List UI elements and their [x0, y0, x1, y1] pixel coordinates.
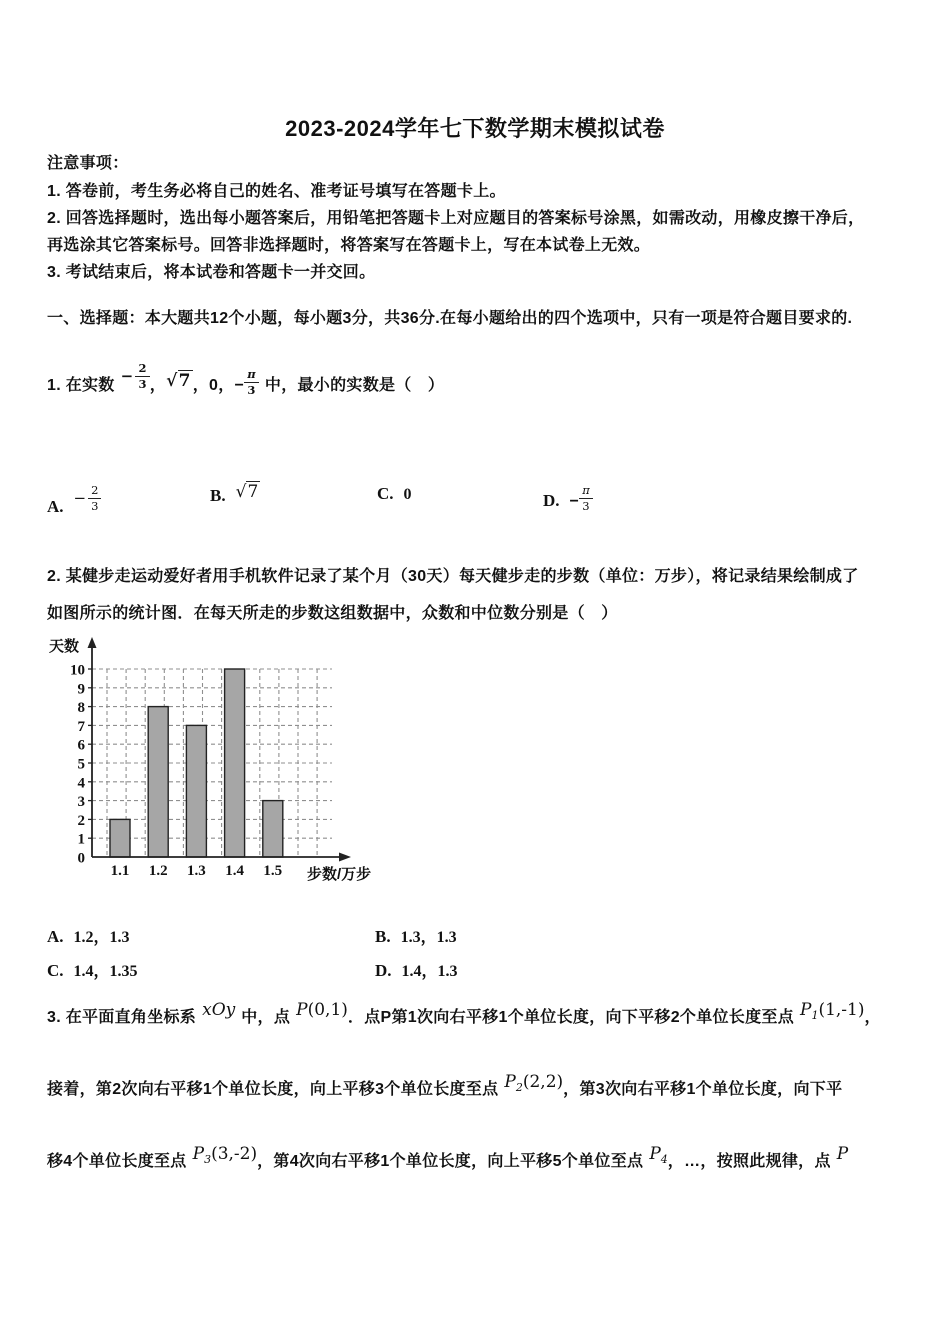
svg-text:7: 7	[77, 718, 85, 735]
svg-text:1.2: 1.2	[148, 863, 168, 879]
section-1-heading: 一、选择题：本大题共12个小题，每小题3分，共36分.在每小题给出的四个选项中，只有一项是符合题目要求的.	[47, 310, 853, 327]
question-2-option-b: B. 1.3，1.3	[375, 927, 457, 946]
question-1-text-2: ，0，−	[192, 377, 245, 395]
question-1-options	[0, 482, 950, 517]
svg-text:0: 0	[77, 850, 85, 867]
question-2-line-1: 2. 某健步走运动爱好者用手机软件记录了某个月（30天）每天健步走的步数（单位：万步），将记录结果绘制成了	[47, 568, 859, 585]
math-sqrt-seven: √7	[235, 482, 259, 502]
svg-text:1.5: 1.5	[263, 863, 283, 879]
notice-item-2-line-1: 2. 回答选择题时，选出每小题答案后，用铅笔把答题卡上对应题目的答案标号涂黑，如需改动，用橡皮擦干净后，	[47, 210, 865, 227]
question-2-option-c: C. 1.4，1.35	[47, 961, 138, 980]
math-fraction-neg-two-thirds: − $\frac{2}{3}$	[74, 484, 102, 513]
math-minus-sign: −	[569, 493, 580, 510]
svg-text:天数: 天数	[49, 638, 80, 655]
svg-text:1: 1	[77, 831, 85, 848]
question-3-line-3: 移4个单位长度至点 $P_3(3,-2)$，第4次向右平移1个单位长度，向上平移5个单位至点 $P_4$，…，按照此规律，点 P	[47, 1144, 849, 1170]
question-1-text-1: 在实数	[65, 377, 115, 395]
math-xoy: xOy	[202, 1000, 236, 1020]
math-point-p: P(0,1)	[296, 1000, 348, 1020]
svg-text:3: 3	[77, 794, 85, 811]
svg-text:5: 5	[77, 756, 85, 773]
svg-text:2: 2	[77, 812, 85, 829]
question-1	[47, 362, 444, 398]
question-1-option-a: A. − $\frac{2}{3}$	[47, 484, 101, 517]
question-1-separator: ，	[149, 377, 167, 395]
svg-text:1.4: 1.4	[225, 863, 244, 879]
question-2-number: 2.	[47, 568, 66, 585]
math-fraction-neg-two-thirds: − $\frac{2}{3}$	[121, 362, 150, 391]
question-1-option-c: C. 0	[377, 484, 412, 503]
svg-text:8: 8	[77, 700, 85, 717]
math-point-p1: $P_1(1,-1)$	[800, 1000, 865, 1022]
question-3-line-2: 接着，第2次向右平移1个单位长度，向上平移3个单位长度至点 $P_2(2,2)$，第3次向右平移1个单位长度，向下平	[47, 1072, 843, 1098]
svg-text:10: 10	[70, 662, 85, 679]
question-2-option-a: A. 1.2，1.3	[47, 927, 130, 946]
page-title: 2023-2024学年七下数学期末模拟试卷	[285, 116, 665, 141]
question-1-number: 1.	[47, 377, 66, 395]
notice-heading: 注意事项：	[47, 155, 129, 172]
notice-item-2-line-2: 再选涂其它答案标号。回答非选择题时，将答案写在答题卡上，写在本试卷上无效。	[47, 237, 651, 254]
question-2-option-d: D. 1.4，1.3	[375, 961, 458, 980]
question-1-option-d: D. − π 3	[543, 484, 593, 513]
question-2-line-2: 如图所示的统计图．在每天所走的步数这组数据中，众数和中位数分别是（ ）	[47, 605, 618, 622]
svg-text:4: 4	[77, 775, 85, 792]
math-point-p4: $P_4$	[649, 1144, 668, 1166]
math-point-p2: $P_2(2,2)$	[504, 1072, 564, 1094]
notice-item-3: 3. 考试结束后，将本试卷和答题卡一并交回。	[47, 264, 376, 281]
math-fraction-pi-thirds: π 3	[579, 484, 593, 513]
svg-text:1.1: 1.1	[110, 863, 130, 879]
question-2-options-row-1	[0, 924, 950, 952]
question-1-text-3: 中，最小的实数是（ ）	[264, 377, 445, 395]
math-point-p-final: P	[836, 1144, 849, 1164]
step-count-chart	[45, 632, 405, 894]
math-sqrt-seven: √7	[166, 371, 191, 392]
math-point-p3: $P_3(3,-2)$	[192, 1144, 258, 1166]
svg-text:6: 6	[77, 737, 85, 754]
question-2-options-row-2	[0, 958, 950, 986]
svg-text:1.3: 1.3	[187, 863, 206, 879]
question-3-line-1: 3. 在平面直角坐标系 xOy 中，点 P(0,1)．点P第1次向右平移1个单位长度，向下平移2个单位长度至点 $P_1(1,-1)$，	[47, 1000, 881, 1026]
question-1-option-b: B. √7	[210, 482, 259, 505]
svg-text:9: 9	[77, 681, 85, 698]
svg-text:步数/万步: 步数/万步	[307, 866, 372, 883]
notice-item-1: 1. 答卷前，考生务必将自己的姓名、准考证号填写在答题卡上。	[47, 183, 506, 200]
question-3-number: 3.	[47, 1009, 66, 1026]
math-fraction-pi-thirds: π 3	[244, 368, 259, 397]
